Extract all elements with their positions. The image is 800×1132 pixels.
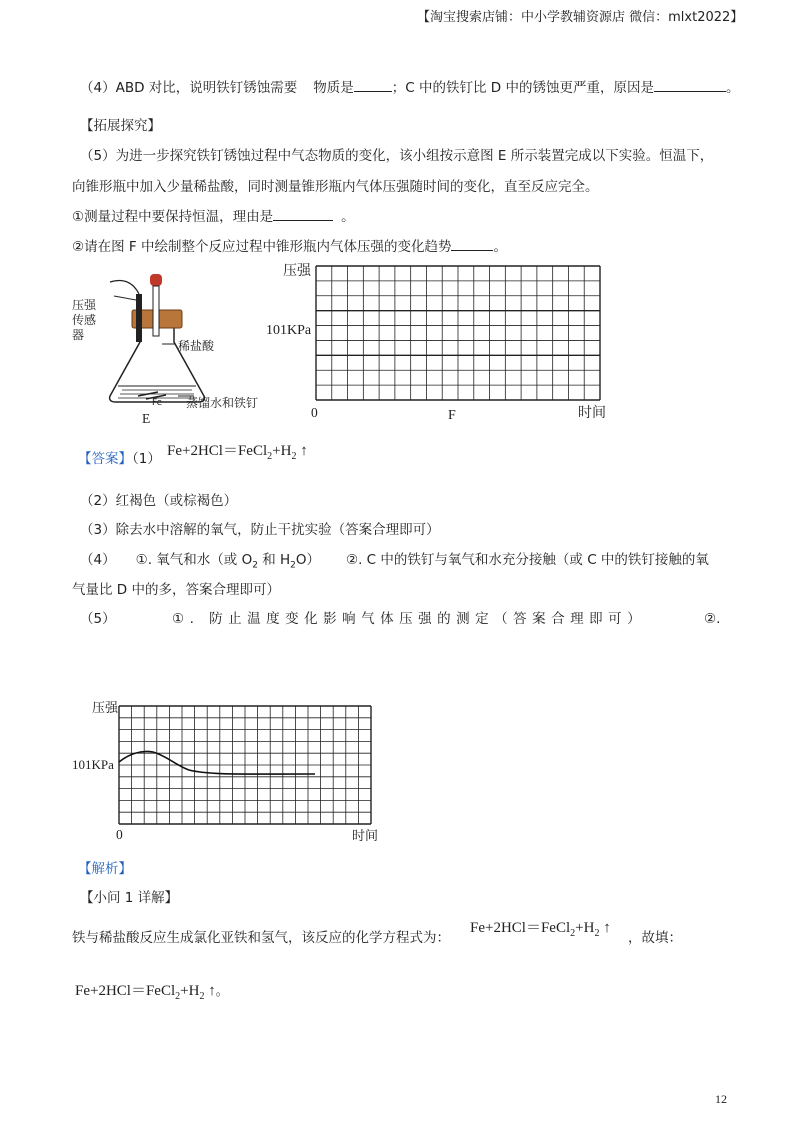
answer-5-part2: ②.: [704, 611, 721, 627]
extension-title: 【拓展探究】: [80, 118, 161, 134]
figure-f-caption: F: [448, 408, 456, 423]
answer-5-part1: ①. 防止温度变化影响气体压强的测定（答案合理即可）: [172, 611, 647, 627]
answer-3: （3）除去水中溶解的氧气，防止干扰实验（答案合理即可）: [80, 522, 440, 538]
analysis-equation: $Fe+2HCl=FeCl_2+H_2$ ↑: [470, 920, 611, 939]
answer-1: 【答案】（1）: [78, 451, 161, 467]
question-4: （4）ABD 对比，说明铁钉锈蚀需要 物质是 ；C 中的铁钉比 D 中的锈蚀更严重，原因是 。: [80, 77, 739, 97]
answer-4-cont: 气量比 D 中的多，答案合理即可）: [72, 582, 280, 598]
figure-f-ref-label: 101KPa: [266, 323, 312, 338]
question-5-sub1: ①测量过程中要保持恒温，理由是 。: [72, 206, 355, 226]
analysis-sub1-title: 【小问 1 详解】: [80, 890, 179, 906]
analysis-equation-2: $Fe+2HCl=FeCl_2+H_2$ ↑。: [75, 983, 229, 1002]
answer-1-equation: $Fe+2HCl=FeCl_2+H_2$ ↑: [167, 443, 308, 462]
figure-f-xlabel: 时间: [578, 405, 606, 421]
answer-tag: 【答案】: [78, 451, 132, 467]
pressure-curve: [119, 751, 315, 774]
analysis-tag: 【解析】: [78, 861, 132, 877]
question-5-sub2: ②请在图 F 中绘制整个反应过程中锥形瓶内气体压强的变化趋势 。: [72, 236, 507, 256]
page-number: 12: [715, 1092, 727, 1106]
sensor-label: 压强传感器: [72, 298, 97, 342]
graph-xlabel: 时间: [352, 829, 379, 844]
pressure-answer-graph: [119, 706, 371, 824]
answer-4-part2: ②. C 中的铁钉与氧气和水充分接触（或 C 中的铁钉接触的氧: [346, 552, 709, 568]
acid-label: 稀盐酸: [178, 339, 215, 353]
fe-label: Fe: [152, 398, 163, 408]
analysis-text: 铁与稀盐酸反应生成氯化亚铁和氢气，该反应的化学方程式为：: [72, 930, 450, 946]
graph-ref-label: 101KPa: [72, 757, 114, 772]
question-5-line2: 向锥形瓶中加入少量稀盐酸，同时测量锥形瓶内气体压强随时间的变化，直至反应完全。: [72, 179, 599, 195]
answer-5-num: （5）: [80, 611, 116, 627]
question-5-line1: （5）为进一步探究铁钉锈蚀过程中气态物质的变化，该小组按示意图 E 所示装置完成以下实验。恒温下，: [80, 148, 714, 164]
answer-4: （4） ①. 氧气和水（或 $O_2$ 和 $H_2O$）: [80, 552, 321, 571]
graph-ylabel: 压强: [92, 701, 119, 716]
figure-e-caption: E: [142, 411, 151, 426]
answer-2: （2）红褐色（或棕褐色）: [80, 493, 238, 509]
page-header: 【淘宝搜索店铺：中小学教辅资源店 微信：mlxt2022】: [417, 10, 744, 25]
analysis-after: ，故填：: [628, 930, 682, 946]
figure-f-origin: 0: [311, 405, 318, 420]
figure-f-ylabel: 压强: [283, 263, 311, 279]
liquid-label: 蒸馏水和铁钉: [186, 396, 259, 410]
graph-origin: 0: [116, 827, 123, 842]
pressure-grid-f: [316, 266, 600, 400]
